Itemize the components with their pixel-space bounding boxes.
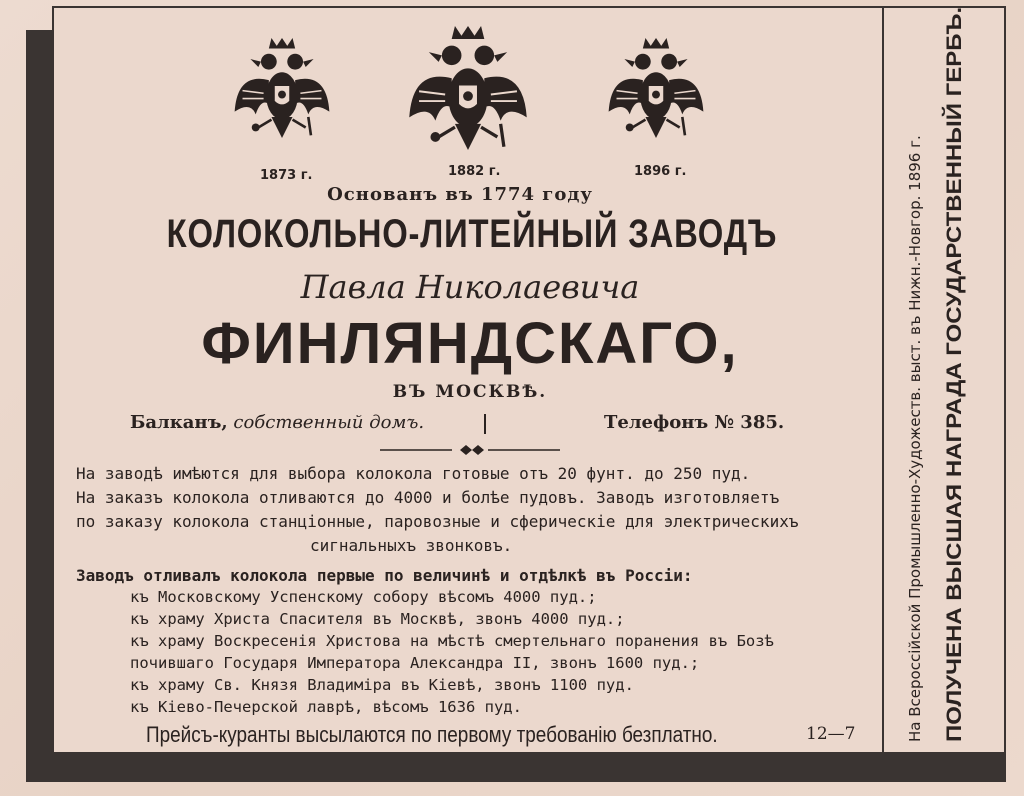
frame-shadow-bottom: [26, 752, 1006, 782]
double-headed-eagle-icon: [606, 18, 706, 158]
list-item: къ Московскому Успенскому собору вѣсомъ 4000 пуд.;: [130, 588, 597, 606]
ad-code: 12—7: [806, 724, 856, 744]
factory-title: КОЛОКОЛЬНО-ЛИТЕЙНЫЙ ЗАВОДЪ: [166, 212, 778, 256]
exhibition-note: На Всероссійской Промышленно-Художеств. выст. въ Нижн.-Новгор. 1896 г.: [906, 135, 924, 742]
list-item: къ храму Св. Князя Владиміра въ Кіевѣ, звонъ 1100 пуд.: [130, 676, 634, 694]
list-item: къ храму Христа Спасителя въ Москвѣ, звонъ 4000 пуд.;: [130, 610, 625, 628]
phone-number: Телефонъ № 385.: [604, 412, 785, 433]
address-separator: [484, 414, 486, 434]
intro-line: На заводѣ имѣются для выбора колокола готовые отъ 20 фунт. до 250 пуд.: [76, 464, 751, 483]
address-street: Балканъ,: [130, 412, 228, 433]
price-list-note: Прейсъ-куранты высылаются по первому требованію безплатно.: [146, 722, 718, 747]
address: [130, 412, 424, 433]
medal-1896: [606, 18, 706, 158]
award-note: ПОЛУЧЕНА ВЫСШАЯ НАГРАДА ГОСУДАРСТВЕННЫЙ ГЕРБЪ.: [942, 6, 967, 742]
list-item: къ храму Воскресенія Христова на мѣстѣ смертельнаго поранения въ Бозѣ: [130, 632, 774, 650]
double-headed-eagle-icon: [232, 18, 332, 158]
list-lead: Заводъ отливалъ колокола первые по величинѣ и отдѣлкѣ въ Россіи:: [76, 566, 693, 585]
intro-line: На заказъ колокола отливаются до 4000 и болѣе пудовъ. Заводъ изготовляетъ: [76, 488, 780, 507]
list-item: къ Кіево-Печерской лаврѣ, вѣсомъ 1636 пуд.: [130, 698, 522, 716]
city-line: ВЪ МОСКВѢ.: [392, 382, 548, 402]
ornament-divider-icon: [380, 444, 560, 456]
medal-1873: [232, 18, 332, 158]
medal-1882: [406, 14, 530, 162]
intro-line: сигнальныхъ звонковъ.: [310, 536, 513, 555]
sidebar-divider: [882, 6, 884, 754]
medal-year: 1882 г.: [448, 164, 501, 179]
owner-name: Павла Николаевича: [300, 268, 640, 306]
intro-line: по заказу колокола станціонные, паровозные и сферическіе для электрическихъ: [76, 512, 799, 531]
owner-surname: ФИНЛЯНДСКАГО,: [201, 311, 739, 376]
double-headed-eagle-icon: [406, 14, 530, 162]
address-detail: собственный домъ.: [227, 412, 425, 433]
medal-year: 1896 г.: [634, 164, 687, 179]
list-item: почившаго Государя Императора Александра II, звонъ 1600 пуд.;: [130, 654, 700, 672]
medal-year: 1873 г.: [260, 168, 313, 183]
founded-line: Основанъ въ 1774 году: [327, 184, 593, 205]
